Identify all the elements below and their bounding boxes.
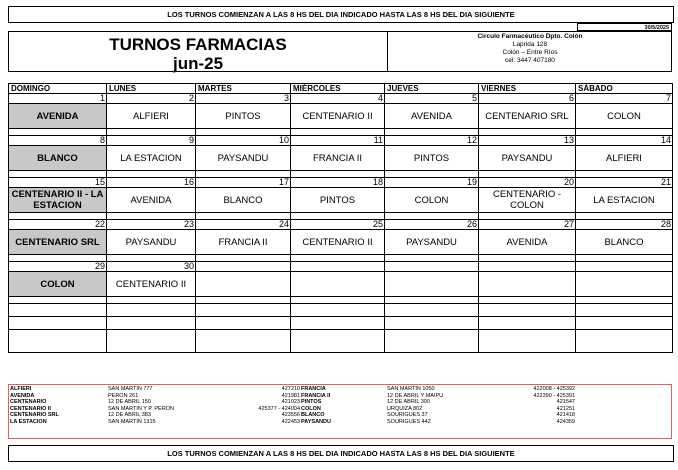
day-number: 27 bbox=[479, 220, 576, 230]
spacer-cell bbox=[107, 129, 196, 136]
calendar-table bbox=[8, 83, 673, 353]
spacer-cell bbox=[196, 171, 291, 178]
blank-row bbox=[9, 330, 673, 353]
spacer-cell bbox=[107, 297, 196, 304]
spacer-cell bbox=[576, 171, 673, 178]
left-names-col bbox=[10, 386, 108, 425]
duty-pharmacy bbox=[291, 272, 385, 297]
spacer-cell bbox=[385, 129, 479, 136]
weekday-header: MIÉRCOLES bbox=[291, 84, 385, 94]
top-banner: LOS TURNOS COMIENZAN A LAS 8 HS DEL DIA INDICADO HASTA LAS 8 HS DEL DIA SIGUIENTE bbox=[8, 6, 674, 23]
blank-cell bbox=[385, 304, 479, 317]
day-number: 12 bbox=[385, 136, 479, 146]
day-number: 4 bbox=[291, 94, 385, 104]
date-label: 30/5/2025 bbox=[577, 23, 672, 31]
pharmacy-row bbox=[9, 188, 673, 213]
spacer-cell bbox=[479, 255, 576, 262]
pharmacy-name: PAYSANDU bbox=[301, 418, 331, 425]
spacer-cell bbox=[576, 255, 673, 262]
day-number bbox=[196, 262, 291, 272]
day-number: 29 bbox=[9, 262, 107, 272]
blank-cell bbox=[9, 317, 107, 330]
bottom-banner: LOS TURNOS COMIENZAN A LAS 8 HS DEL DIA INDICADO HASTA LAS 8 HS DEL DIA SIGUIENTE bbox=[8, 445, 674, 462]
pharmacy-phone: 421251 bbox=[556, 405, 575, 412]
spacer-cell bbox=[107, 213, 196, 220]
blank-cell bbox=[107, 317, 196, 330]
pharmacy-address: 12 DE ABRIL 150 bbox=[108, 399, 151, 405]
spacer-cell bbox=[385, 255, 479, 262]
duty-pharmacy: PINTOS bbox=[385, 146, 479, 171]
day-number: 11 bbox=[291, 136, 385, 146]
spacer-row bbox=[9, 171, 673, 178]
duty-pharmacy: CENTENARIO II bbox=[291, 104, 385, 129]
pharmacy-phone: 423556 bbox=[281, 412, 300, 418]
weekday-header: DOMINGO bbox=[9, 84, 107, 94]
pharmacy-address: 12 DE ABRIL Y MAIPU bbox=[387, 392, 444, 399]
header-box bbox=[8, 31, 672, 72]
spacer-cell bbox=[196, 129, 291, 136]
spacer-cell bbox=[479, 129, 576, 136]
duty-pharmacy: CENTENARIO SRL bbox=[479, 104, 576, 129]
pharmacy-phone: 422008 - 425392 bbox=[533, 386, 575, 392]
duty-pharmacy bbox=[196, 272, 291, 297]
duty-pharmacy: PAYSANDU bbox=[107, 230, 196, 255]
day-number-row bbox=[9, 94, 673, 104]
day-number: 22 bbox=[9, 220, 107, 230]
day-number: 18 bbox=[291, 178, 385, 188]
spacer-row bbox=[9, 255, 673, 262]
day-number: 1 bbox=[9, 94, 107, 104]
blank-cell bbox=[576, 304, 673, 317]
pharmacy-phone: 421023 bbox=[281, 399, 300, 405]
duty-pharmacy bbox=[479, 272, 576, 297]
day-number: 24 bbox=[196, 220, 291, 230]
blank-cell bbox=[479, 317, 576, 330]
blank-cell bbox=[291, 304, 385, 317]
day-number: 30 bbox=[107, 262, 196, 272]
pharmacy-address: SAN MARTIN 1315 bbox=[108, 418, 156, 425]
duty-pharmacy: CENTENARIO SRL bbox=[9, 230, 107, 255]
blank-cell bbox=[291, 330, 385, 353]
blank-cell bbox=[479, 304, 576, 317]
org-address: Laprida 128 bbox=[512, 41, 548, 48]
duty-pharmacy: CENTENARIO II - LA ESTACION bbox=[9, 188, 107, 213]
spacer-cell bbox=[9, 297, 107, 304]
blank-cell bbox=[291, 317, 385, 330]
duty-pharmacy: PINTOS bbox=[196, 104, 291, 129]
weeks-body bbox=[9, 94, 673, 353]
day-number: 6 bbox=[479, 94, 576, 104]
duty-pharmacy: LA ESTACION bbox=[576, 188, 673, 213]
duty-pharmacy: BLANCO bbox=[196, 188, 291, 213]
pharmacy-address: SAN MARTIN 777 bbox=[108, 386, 153, 392]
day-number: 17 bbox=[196, 178, 291, 188]
pharmacy-phone: 421418 bbox=[556, 412, 575, 418]
pharmacy-address: 12 DE ABRIL 383 bbox=[108, 412, 151, 418]
duty-pharmacy: ALFIERI bbox=[107, 104, 196, 129]
blank-cell bbox=[385, 330, 479, 353]
pharmacy-address: SOURIGUES 37 bbox=[387, 412, 428, 418]
day-number: 19 bbox=[385, 178, 479, 188]
month-label: jun-25 bbox=[172, 54, 224, 73]
pharmacy-name: CENTENARIO II bbox=[10, 405, 51, 412]
spacer-cell bbox=[291, 255, 385, 262]
pharmacy-address: SAN MARTIN Y P. PERON bbox=[108, 405, 174, 412]
duty-pharmacy: BLANCO bbox=[9, 146, 107, 171]
blank-cell bbox=[107, 304, 196, 317]
pharmacy-address: 12 DE ABRIL 300 bbox=[387, 399, 430, 405]
duty-pharmacy: PAYSANDU bbox=[479, 146, 576, 171]
pharmacy-name: BLANCO bbox=[301, 412, 325, 418]
spacer-cell bbox=[385, 297, 479, 304]
pharmacy-phone: 425377 - 424004 bbox=[258, 405, 300, 412]
day-number: 28 bbox=[576, 220, 673, 230]
spacer-cell bbox=[291, 297, 385, 304]
blank-cell bbox=[196, 330, 291, 353]
spacer-cell bbox=[107, 171, 196, 178]
pharmacy-phone: 424359 bbox=[556, 418, 575, 425]
blank-cell bbox=[385, 317, 479, 330]
pharmacy-name: LA ESTACION bbox=[10, 418, 47, 425]
duty-pharmacy: COLON bbox=[385, 188, 479, 213]
duty-pharmacy: CENTENARIO - COLON bbox=[479, 188, 576, 213]
spacer-cell bbox=[9, 129, 107, 136]
pharmacy-name: FRANCIA bbox=[301, 386, 326, 392]
org-phone: cel: 3447 407180 bbox=[505, 57, 555, 64]
day-number: 14 bbox=[576, 136, 673, 146]
pharmacy-phone: 422453 bbox=[281, 418, 300, 425]
day-number-row bbox=[9, 262, 673, 272]
day-number-row bbox=[9, 136, 673, 146]
weekday-header: VIERNES bbox=[479, 84, 576, 94]
pharmacy-row bbox=[9, 104, 673, 129]
pharmacy-address: SOURIGUES 442 bbox=[387, 418, 431, 425]
day-number: 5 bbox=[385, 94, 479, 104]
duty-pharmacy: CENTENARIO II bbox=[107, 272, 196, 297]
pharmacy-name: CENTENARIO SRL bbox=[10, 412, 59, 418]
day-number: 25 bbox=[291, 220, 385, 230]
pharmacy-row bbox=[9, 146, 673, 171]
day-number: 3 bbox=[196, 94, 291, 104]
duty-pharmacy: AVENIDA bbox=[479, 230, 576, 255]
duty-pharmacy: PINTOS bbox=[291, 188, 385, 213]
day-number: 7 bbox=[576, 94, 673, 104]
spacer-cell bbox=[576, 129, 673, 136]
day-number: 8 bbox=[9, 136, 107, 146]
weekday-header: LUNES bbox=[107, 84, 196, 94]
spacer-cell bbox=[291, 171, 385, 178]
duty-pharmacy: CENTENARIO II bbox=[291, 230, 385, 255]
spacer-cell bbox=[196, 297, 291, 304]
left-address-col bbox=[108, 386, 218, 425]
pharmacy-name: AVENIDA bbox=[10, 392, 35, 399]
blank-cell bbox=[576, 330, 673, 353]
day-number-row bbox=[9, 178, 673, 188]
duty-pharmacy: COLON bbox=[9, 272, 107, 297]
duty-pharmacy: COLON bbox=[576, 104, 673, 129]
duty-pharmacy: PAYSANDU bbox=[385, 230, 479, 255]
org-name: Circulo Farmacéutico Dpto. Colón bbox=[477, 33, 583, 40]
duty-pharmacy: BLANCO bbox=[576, 230, 673, 255]
spacer-row bbox=[9, 297, 673, 304]
duty-pharmacy: LA ESTACION bbox=[107, 146, 196, 171]
duty-pharmacy: AVENIDA bbox=[107, 188, 196, 213]
weekday-header: JUEVES bbox=[385, 84, 479, 94]
spacer-cell bbox=[9, 255, 107, 262]
spacer-cell bbox=[479, 297, 576, 304]
org-info bbox=[388, 33, 672, 65]
pharmacy-phone: 421981 bbox=[281, 392, 300, 399]
day-number: 2 bbox=[107, 94, 196, 104]
pharmacy-name: CENTENARIO bbox=[10, 399, 47, 405]
left-phone-col bbox=[218, 386, 300, 425]
title-area bbox=[9, 32, 388, 71]
pharmacy-name: PINTOS bbox=[301, 399, 322, 405]
weekday-header: SÁBADO bbox=[576, 84, 673, 94]
day-number: 21 bbox=[576, 178, 673, 188]
blank-cell bbox=[196, 304, 291, 317]
pharmacy-name: ALFIERI bbox=[10, 386, 32, 392]
day-number: 9 bbox=[107, 136, 196, 146]
spacer-cell bbox=[479, 213, 576, 220]
right-phone-col bbox=[487, 386, 575, 425]
page-title: TURNOS FARMACIAS bbox=[109, 35, 287, 54]
duty-pharmacy: FRANCIA II bbox=[196, 230, 291, 255]
weekday-header-row bbox=[9, 84, 673, 94]
org-city: Colón – Entre Ríos bbox=[502, 49, 558, 56]
duty-pharmacy: PAYSANDU bbox=[196, 146, 291, 171]
spacer-cell bbox=[479, 171, 576, 178]
spacer-cell bbox=[291, 129, 385, 136]
duty-pharmacy bbox=[385, 272, 479, 297]
pharmacy-row bbox=[9, 272, 673, 297]
spacer-cell bbox=[291, 213, 385, 220]
pharmacy-phone: 422390 - 425391 bbox=[533, 392, 575, 399]
spacer-cell bbox=[9, 171, 107, 178]
pharmacy-address: URQUIZA 802 bbox=[387, 405, 423, 412]
weekday-header: MARTES bbox=[196, 84, 291, 94]
pharmacy-directory bbox=[8, 384, 672, 439]
blank-cell bbox=[479, 330, 576, 353]
spacer-cell bbox=[385, 213, 479, 220]
spacer-cell bbox=[196, 255, 291, 262]
day-number: 10 bbox=[196, 136, 291, 146]
day-number: 23 bbox=[107, 220, 196, 230]
spacer-row bbox=[9, 213, 673, 220]
right-address-col bbox=[387, 386, 487, 425]
duty-pharmacy: ALFIERI bbox=[576, 146, 673, 171]
pharmacy-address: SAN MARTIN 1050 bbox=[387, 386, 435, 392]
day-number: 13 bbox=[479, 136, 576, 146]
blank-row bbox=[9, 317, 673, 330]
blank-row bbox=[9, 304, 673, 317]
day-number bbox=[576, 262, 673, 272]
blank-cell bbox=[576, 317, 673, 330]
duty-pharmacy bbox=[576, 272, 673, 297]
spacer-cell bbox=[385, 171, 479, 178]
pharmacy-name: FRANCIA II bbox=[301, 392, 331, 399]
spacer-cell bbox=[576, 213, 673, 220]
day-number: 15 bbox=[9, 178, 107, 188]
day-number: 16 bbox=[107, 178, 196, 188]
day-number bbox=[291, 262, 385, 272]
spacer-cell bbox=[576, 297, 673, 304]
spacer-cell bbox=[107, 255, 196, 262]
pharmacy-phone: 427210 bbox=[281, 386, 300, 392]
duty-pharmacy: AVENIDA bbox=[385, 104, 479, 129]
right-names-col bbox=[301, 386, 387, 425]
duty-pharmacy: FRANCIA II bbox=[291, 146, 385, 171]
blank-cell bbox=[9, 330, 107, 353]
spacer-cell bbox=[196, 213, 291, 220]
duty-pharmacy: AVENIDA bbox=[9, 104, 107, 129]
pharmacy-address: PERON 261 bbox=[108, 392, 139, 399]
day-number bbox=[479, 262, 576, 272]
blank-cell bbox=[9, 304, 107, 317]
blank-cell bbox=[196, 317, 291, 330]
pharmacy-name: COLON bbox=[301, 405, 321, 412]
day-number-row bbox=[9, 220, 673, 230]
day-number: 20 bbox=[479, 178, 576, 188]
spacer-cell bbox=[9, 213, 107, 220]
day-number: 26 bbox=[385, 220, 479, 230]
day-number bbox=[385, 262, 479, 272]
spacer-row bbox=[9, 129, 673, 136]
pharmacy-row bbox=[9, 230, 673, 255]
blank-cell bbox=[107, 330, 196, 353]
pharmacy-phone: 421547 bbox=[556, 399, 575, 405]
